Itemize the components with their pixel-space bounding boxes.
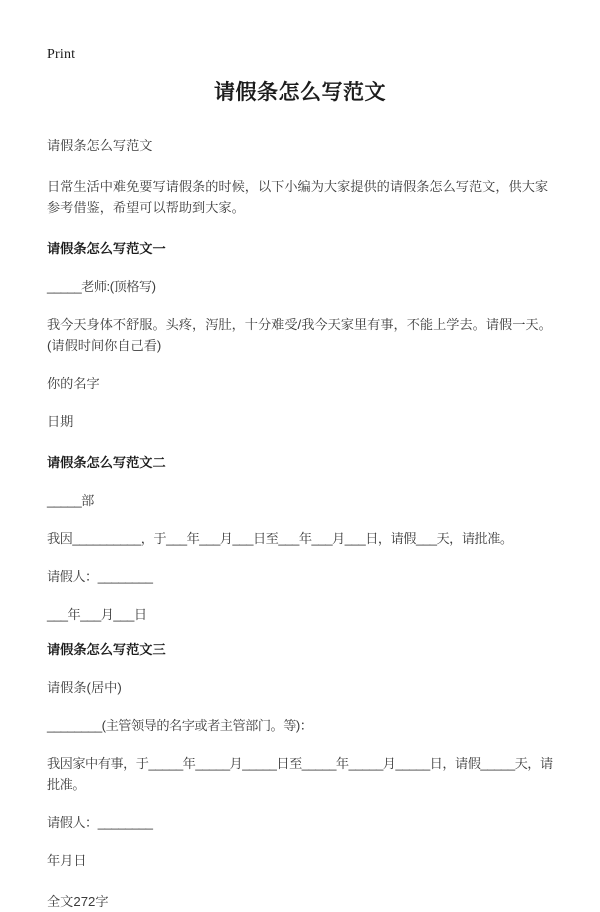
section-1-line-1: _____老师:(顶格写) (47, 279, 156, 294)
section-1-line-3: 你的名字 (47, 376, 100, 391)
section-3-line-1: 请假条(居中) (47, 680, 122, 695)
section-heading-3: 请假条怎么写范文三 (47, 642, 166, 657)
section-1-line-4: 日期 (47, 414, 74, 429)
section-2-line-3: 请假人：________ (47, 569, 153, 584)
section-2-line-4: ___年___月___日 (47, 607, 147, 622)
page-title: 请假条怎么写范文 (214, 81, 386, 104)
document-subtitle: 请假条怎么写范文 (47, 138, 153, 153)
intro-paragraph: 日常生活中难免要写请假条的时候，以下小编为大家提供的请假条怎么写范文，供大家参考借鉴，希望可以帮助到大家。 (47, 179, 549, 215)
section-2-line-2: 我因__________，于___年___月___日至___年___月___日，请假___天，请批准。 (47, 531, 513, 546)
section-3-line-2: ________(主管领导的名字或者主管部门。等)： (47, 718, 313, 733)
print-row (47, 45, 75, 63)
section-3-line-4: 请假人：________ (47, 815, 153, 830)
section-1-line-2: 我今天身体不舒服。头疼，泻肚，十分难受/我今天家里有事，不能上学去。请假一天。(请假时间你自己看) (47, 317, 552, 353)
word-count-footer: 全文272字 (47, 894, 109, 909)
section-heading-2: 请假条怎么写范文二 (47, 455, 166, 470)
section-3-line-3: 我因家中有事，于_____年_____月_____日至_____年_____月_____日，请假_____天，请批准。 (47, 756, 553, 792)
document-body (47, 78, 553, 912)
print-link[interactable]: Print (47, 47, 76, 62)
section-3-line-5: 年月日 (47, 853, 87, 868)
section-2-line-1: _____部 (47, 493, 94, 508)
section-heading-1: 请假条怎么写范文一 (47, 241, 166, 256)
